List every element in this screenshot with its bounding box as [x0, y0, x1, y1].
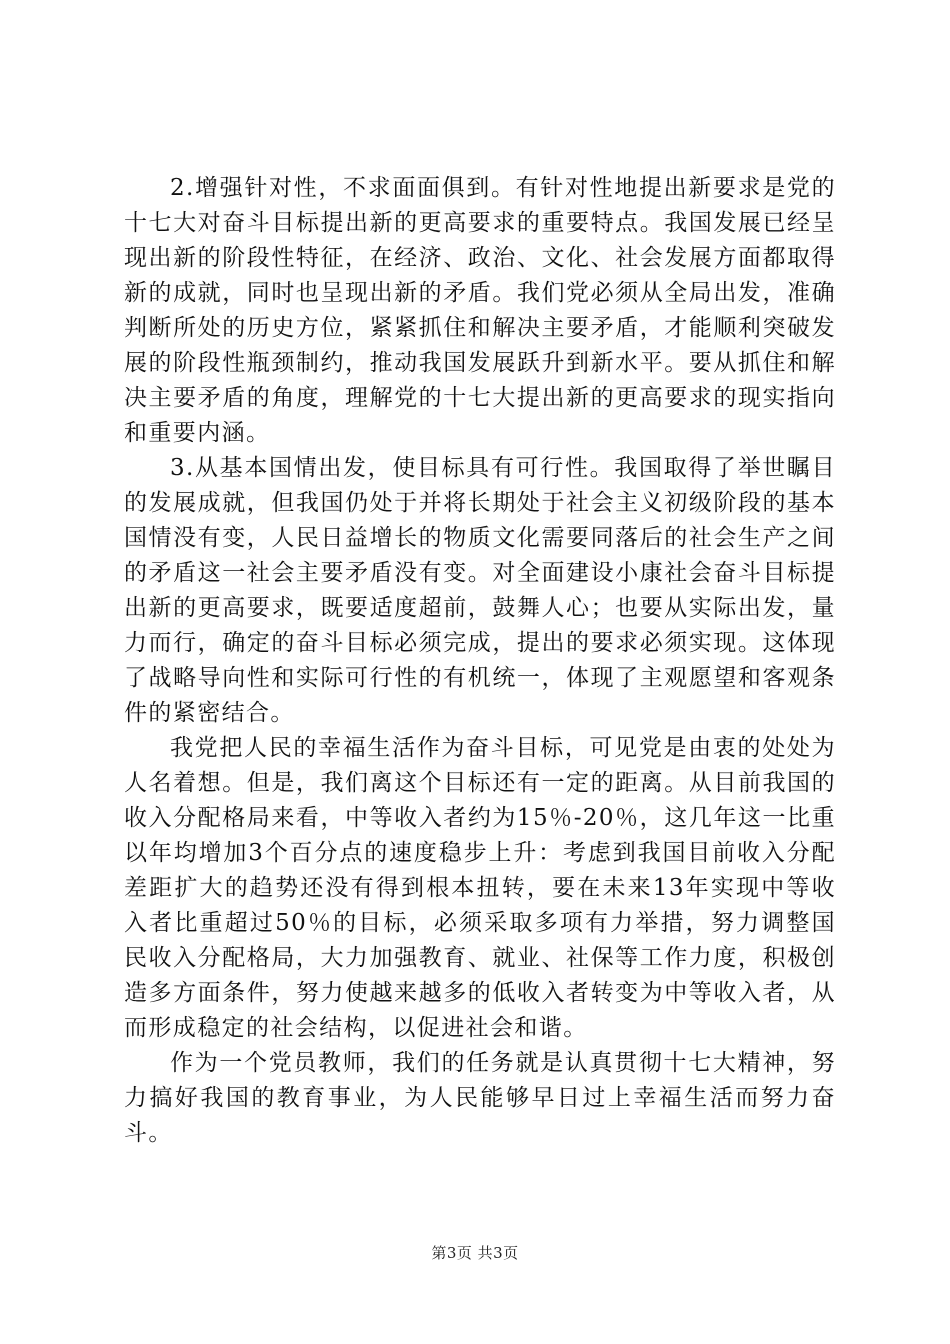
paragraph-targeting: 2.增强针对性，不求面面俱到。有针对性地提出新要求是党的十七大对奋斗目标提出新的更高要求的重要特点。我国发展已经呈现出新的阶段性特征，在经济、政治、文化、社会发展方面都取得新的成就，同时也呈现出新的矛盾。我们党必须从全局出发，准确判断所处的历史方位，紧紧抓住和解决主要矛盾，才能顺利突破发展的阶段性瓶颈制约，推动我国发展跃升到新水平。要从抓住和解决主要矛盾的角度，理解党的十七大提出新的更高要求的现实指向和重要内涵。	[124, 175, 836, 446]
paragraph-feasibility: 3.从基本国情出发，使目标具有可行性。我国取得了举世瞩目的发展成就，但我国仍处于并将长期处于社会主义初级阶段的基本国情没有变，人民日益增长的物质文化需要同落后的社会生产之间的矛盾这一社会主要矛盾没有变。对全面建设小康社会奋斗目标提出新的更高要求，既要适度超前，鼓舞人心；也要从实际出发，量力而行，确定的奋斗目标必须完成，提出的要求必须实现。这体现了战略导向性和实际可行性的有机统一，体现了主观愿望和客观条件的紧密结合。	[124, 455, 836, 726]
document-body	[124, 171, 836, 1151]
page-footer: 第3页 共3页	[431, 1244, 519, 1262]
paragraph-teacher-task: 作为一个党员教师，我们的任务就是认真贯彻十七大精神，努力搞好我国的教育事业，为人民能够早日过上幸福生活而努力奋斗。	[124, 1050, 836, 1146]
paragraph-income-distribution: 我党把人民的幸福生活作为奋斗目标，可见党是由衷的处处为人名着想。但是，我们离这个目标还有一定的距离。从目前我国的收入分配格局来看，中等收入者约为15％-20％，这几年这一比重以年均增加3个百分点的速度稳步上升：考虑到我国目前收入分配差距扩大的趋势还没有得到根本扭转，要在未来13年实现中等收入者比重超过50％的目标，必须采取多项有力举措，努力调整国民收入分配格局，大力加强教育、就业、社保等工作力度，积极创造多方面条件，努力使越来越多的低收入者转变为中等收入者，从而形成稳定的社会结构，以促进社会和谐。	[124, 735, 836, 1041]
